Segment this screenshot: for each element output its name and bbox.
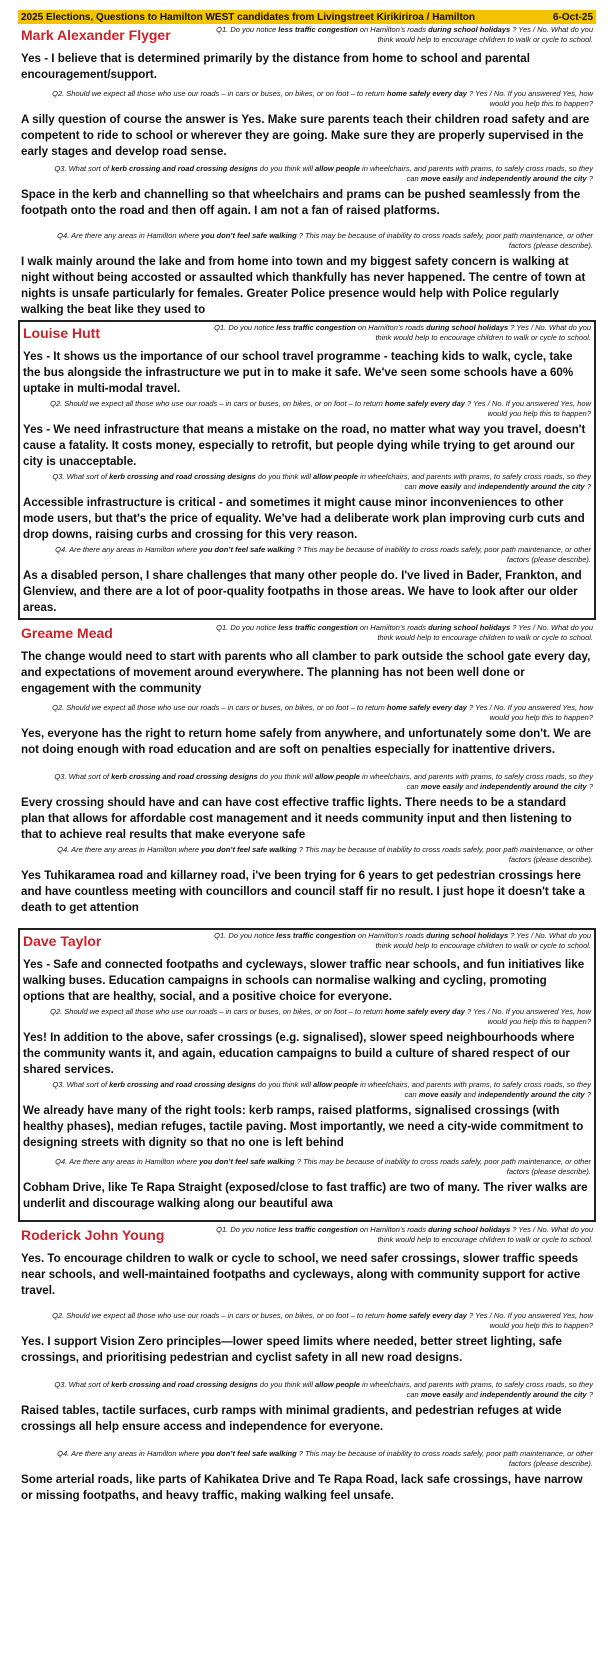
candidate-header	[23, 322, 591, 346]
candidate-name: Louise Hutt	[23, 325, 100, 341]
question-q2-post: ? Yes / No. If you answered Yes, how would you help this to happen?	[466, 89, 593, 108]
candidate-header	[21, 622, 593, 646]
question-q3-b2: allow people	[314, 772, 360, 781]
question-q2-pre: Q2. Should we expect all those who use our roads – in cars or buses, on bikes, or on foot – to return	[50, 399, 385, 408]
question-q2-post: ? Yes / No. If you answered Yes, how would you help this to happen?	[464, 399, 591, 418]
question-q1-pre: Q1. Do you notice	[214, 931, 277, 940]
question-q3-pre: Q3. What sort of	[52, 472, 110, 481]
question-q3-post: ?	[586, 782, 593, 791]
question-q4-b1: you don’t feel safe walking	[201, 231, 297, 240]
candidate-list	[18, 24, 596, 1504]
question-q3-mid: do you think will	[255, 1080, 313, 1089]
question-q3-post: ?	[584, 1090, 591, 1099]
question-q4-pre: Q4. Are there any areas in Hamilton where	[57, 1449, 202, 1458]
question-q1-mid: on Hamilton’s roads	[357, 623, 429, 632]
question-q2	[41, 89, 593, 109]
question-q4	[41, 845, 593, 865]
question-q3-mid2: in wheelchairs, and parents with prams, to safely cross roads, so they can	[359, 164, 593, 183]
question-q3-b2: allow people	[314, 1380, 360, 1389]
question-q2-pre: Q2. Should we expect all those who use our roads – in cars or buses, on bikes, or on foot – to return	[52, 703, 387, 712]
question-q3-post: ?	[584, 482, 591, 491]
question-q1-b2: during school holidays	[428, 1225, 511, 1234]
question-q1-pre: Q1. Do you notice	[216, 1225, 279, 1234]
question-q3-b4: independently around the city	[478, 482, 585, 491]
question-q2-pre: Q2. Should we expect all those who use our roads – in cars or buses, on bikes, or on foot – to return	[50, 1007, 385, 1016]
question-q3-mid: do you think will	[257, 772, 315, 781]
question-q3-b1: kerb crossing and road crossing designs	[111, 164, 258, 173]
question-q1-pre: Q1. Do you notice	[216, 623, 279, 632]
question-q4-b1: you don’t feel safe walking	[199, 1157, 295, 1166]
question-q1-b2: during school holidays	[426, 931, 509, 940]
candidate-section	[18, 24, 596, 318]
question-q4-b1: you don’t feel safe walking	[199, 545, 295, 554]
candidate-answer: Yes Tuhikaramea road and killarney road, i've been trying for 6 years to get pedestrian crossings here and have countless meeting with councillors and council staff fir no result. I just hope it doesn't take a death to get attention	[21, 869, 585, 914]
question-q3-mid3: and	[463, 174, 481, 183]
candidate-name: Roderick John Young	[21, 1227, 165, 1243]
question-q4-b1: you don’t feel safe walking	[201, 1449, 297, 1458]
question-q3-b4: independently around the city	[478, 1090, 585, 1099]
question-q1-b1: less traffic congestion	[278, 623, 358, 632]
question-q3-mid3: and	[461, 482, 479, 491]
question-q1-mid: on Hamilton’s roads	[355, 323, 427, 332]
candidate-section	[18, 622, 596, 916]
question-q2-b1: home safely every day	[386, 89, 467, 98]
candidate-answer: Accessible infrastructure is critical - and sometimes it might cause minor inconveniences to other mode users, but that's the price of equality. We've had a deliberate work plan improving curb cuts and drop downs, raising curbs and crossing for this very reason.	[23, 496, 585, 541]
candidate-answer: Yes - We need infrastructure that means a mistake on the road, no matter what way you travel, doesn't cause a fatality. It costs money, especially to retrofit, but people dying while trying to get around our city is unacceptable.	[23, 423, 586, 468]
question-q3-b1: kerb crossing and road crossing designs	[109, 472, 256, 481]
candidate-section	[18, 320, 596, 620]
candidate-answer: As a disabled person, I share challenges that many other people do. I've lived in Bader, Frankton, and Glenview, and there are a lot of poor-quality footpaths in those areas. We have to look after our older areas.	[23, 569, 582, 614]
candidate-section	[18, 928, 596, 1222]
question-q2	[43, 399, 591, 419]
question-q1-post: ? Yes / No. What do you think would help to encourage children to walk or cycle to school.	[377, 25, 593, 44]
candidate-answer: Space in the kerb and channelling so that wheelchairs and prams can be pushed seamlessly from the footpath onto the road and then off again. I am not a fan of raised platforms.	[21, 188, 581, 217]
candidate-header	[21, 24, 593, 48]
question-q4-b1: you don’t feel safe walking	[201, 845, 297, 854]
question-q3	[43, 472, 591, 492]
question-q3-mid3: and	[461, 1090, 479, 1099]
question-q3-b1: kerb crossing and road crossing designs	[111, 1380, 258, 1389]
candidate-answer: Raised tables, tactile surfaces, curb ramps with minimal gradients, and pedestrian refuges at wide crossings all help ensure access and independence for everyone.	[21, 1404, 562, 1433]
question-q3-b3: move easily	[420, 1390, 464, 1399]
candidate-answer: Yes - Safe and connected footpaths and cycleways, slower traffic near schools, and fun initiatives like walking buses. Education campaigns in schools can normalise walking and cycling, promoting options that are healthy, social, and a positive choice for everyone.	[23, 958, 585, 1003]
question-q3-pre: Q3. What sort of	[52, 1080, 110, 1089]
question-q3	[43, 1080, 591, 1100]
question-q3	[41, 164, 593, 184]
question-q1-mid: on Hamilton’s roads	[355, 931, 427, 940]
question-q3-mid: do you think will	[257, 164, 315, 173]
candidate-name: Mark Alexander Flyger	[21, 27, 171, 43]
question-q1-mid: on Hamilton’s roads	[357, 1225, 429, 1234]
question-q4-post: ? This may be because of inability to cross roads safely, poor path maintenance, or other factors (please describe).	[296, 1449, 593, 1468]
candidate-section	[18, 1224, 596, 1504]
question-q3-b1: kerb crossing and road crossing designs	[109, 1080, 256, 1089]
candidate-answer: Yes. I support Vision Zero principles—lower speed limits where needed, better street lighting, safe crossings, and prioritising pedestrian and cyclist safety in all new road designs.	[21, 1335, 562, 1364]
candidate-answer: Yes - I believe that is determined primarily by the distance from home to school and parental encouragement/support.	[21, 52, 530, 81]
question-q2-pre: Q2. Should we expect all those who use our roads – in cars or buses, on bikes, or on foot – to return	[52, 1311, 387, 1320]
question-q2	[41, 703, 593, 723]
question-q3-b2: allow people	[312, 1080, 358, 1089]
question-q3-b4: independently around the city	[480, 1390, 587, 1399]
question-q3-mid2: in wheelchairs, and parents with prams, to safely cross roads, so they can	[357, 1080, 591, 1099]
question-q3	[41, 772, 593, 792]
candidate-answer: A silly question of course the answer is Yes. Make sure parents teach their children road safety and are competent to ride to school or wherever they are going. Make sure they are properly supervised in the early stages and develop road sense.	[21, 113, 590, 158]
question-q4-pre: Q4. Are there any areas in Hamilton where	[55, 545, 200, 554]
question-q3-b1: kerb crossing and road crossing designs	[111, 772, 258, 781]
question-q4	[43, 1157, 591, 1177]
question-q4-pre: Q4. Are there any areas in Hamilton where	[57, 231, 202, 240]
question-q2-b1: home safely every day	[384, 1007, 465, 1016]
question-q3-mid: do you think will	[255, 472, 313, 481]
candidate-answer: I walk mainly around the lake and from home into town and my biggest safety concern is walking at night without being accosted or assaulted which thankfully has never happened. The centre of town at nights is unsafe particularly for females. Greater Police presence would help with Police regularly walking the beat like they used to	[21, 255, 586, 316]
question-q4-post: ? This may be because of inability to cross roads safely, poor path maintenance, or other factors (please describe).	[296, 845, 593, 864]
question-q3-mid3: and	[463, 782, 481, 791]
question-q1	[213, 25, 593, 45]
question-q1-b1: less traffic congestion	[278, 1225, 358, 1234]
question-q3-mid3: and	[463, 1390, 481, 1399]
question-q3-b3: move easily	[420, 782, 464, 791]
candidate-header	[23, 930, 591, 954]
question-q4-post: ? This may be because of inability to cross roads safely, poor path maintenance, or other factors (please describe).	[294, 545, 591, 564]
header-date: 6-Oct-25	[552, 11, 593, 23]
question-q3-mid2: in wheelchairs, and parents with prams, to safely cross roads, so they can	[359, 772, 593, 791]
candidate-answer: We already have many of the right tools: kerb ramps, raised platforms, signalised crossings (with healthy phases), median refuges, tactile paving. Most importantly, we need a city-wide commitment to designing streets with dignity so that no one is left behind	[23, 1104, 584, 1149]
question-q2-b1: home safely every day	[386, 703, 467, 712]
question-q3-b4: independently around the city	[480, 174, 587, 183]
question-q3-b4: independently around the city	[480, 782, 587, 791]
candidate-answer: Cobham Drive, like Te Rapa Straight (exposed/close to fast traffic) are two of many. The river walks are underlit and discourage walking along our beautiful awa	[23, 1181, 588, 1210]
question-q4-post: ? This may be because of inability to cross roads safely, poor path maintenance, or other factors (please describe).	[294, 1157, 591, 1176]
question-q1-post: ? Yes / No. What do you think would help to encourage children to walk or cycle to school.	[377, 1225, 593, 1244]
question-q1-b1: less traffic congestion	[276, 931, 356, 940]
question-q3-pre: Q3. What sort of	[54, 772, 112, 781]
question-q4	[41, 1449, 593, 1469]
question-q1-b2: during school holidays	[428, 623, 511, 632]
question-q3-b3: move easily	[418, 482, 462, 491]
question-q4	[41, 231, 593, 251]
question-q3-mid2: in wheelchairs, and parents with prams, to safely cross roads, so they can	[357, 472, 591, 491]
question-q1	[213, 1225, 593, 1245]
question-q3-mid2: in wheelchairs, and parents with prams, to safely cross roads, so they can	[359, 1380, 593, 1399]
question-q4-pre: Q4. Are there any areas in Hamilton where	[55, 1157, 200, 1166]
question-q3-mid: do you think will	[257, 1380, 315, 1389]
question-q1-b2: during school holidays	[426, 323, 509, 332]
header-title: 2025 Elections, Questions to Hamilton WEST candidates from Livingstreet Kirikiriroa / Hamilton	[21, 11, 475, 23]
question-q1	[213, 623, 593, 643]
question-q1	[211, 323, 591, 343]
question-q3	[41, 1380, 593, 1400]
question-q2	[41, 1311, 593, 1331]
candidate-name: Greame Mead	[21, 625, 113, 641]
question-q3-b2: allow people	[312, 472, 358, 481]
candidate-answer: Some arterial roads, like parts of Kahikatea Drive and Te Rapa Road, lack safe crossings, have narrow or missing footpaths, and heavy traffic, making walking feel unsafe.	[21, 1473, 583, 1502]
question-q4-post: ? This may be because of inability to cross roads safely, poor path maintenance, or other factors (please describe).	[296, 231, 593, 250]
question-q3-post: ?	[586, 174, 593, 183]
question-q1-pre: Q1. Do you notice	[214, 323, 277, 332]
question-q2	[43, 1007, 591, 1027]
question-q3-b3: move easily	[418, 1090, 462, 1099]
candidate-answer: Yes, everyone has the right to return home safely from anywhere, and unfortunately some don't. We are not doing enough with road education and are soft on penalties especially for inattentive drivers.	[21, 727, 592, 756]
question-q2-post: ? Yes / No. If you answered Yes, how would you help this to happen?	[466, 703, 593, 722]
question-q3-b2: allow people	[314, 164, 360, 173]
question-q1-b2: during school holidays	[428, 25, 511, 34]
question-q1-post: ? Yes / No. What do you think would help to encourage children to walk or cycle to school.	[375, 931, 591, 950]
question-q3-pre: Q3. What sort of	[54, 1380, 112, 1389]
header-bar	[18, 10, 596, 24]
question-q1	[211, 931, 591, 951]
question-q3-pre: Q3. What sort of	[54, 164, 112, 173]
question-q1-b1: less traffic congestion	[276, 323, 356, 332]
candidate-answer: Yes! In addition to the above, safer crossings (e.g. signalised), slower speed neighbourhoods where the community wants it, and again, education campaigns to build a culture of shared respect of our shared services.	[23, 1031, 575, 1076]
document-page	[18, 10, 596, 1506]
question-q4	[43, 545, 591, 565]
question-q2-b1: home safely every day	[386, 1311, 467, 1320]
candidate-name: Dave Taylor	[23, 933, 102, 949]
question-q2-post: ? Yes / No. If you answered Yes, how would you help this to happen?	[464, 1007, 591, 1026]
question-q2-pre: Q2. Should we expect all those who use our roads – in cars or buses, on bikes, or on foot – to return	[52, 89, 387, 98]
candidate-answer: The change would need to start with parents who all clamber to park outside the school gate every day, and expectations of movement around everywhere. The planning has not been well done or engagement with the community	[21, 650, 591, 695]
question-q1-pre: Q1. Do you notice	[216, 25, 279, 34]
question-q1-post: ? Yes / No. What do you think would help to encourage children to walk or cycle to school.	[377, 623, 593, 642]
question-q2-b1: home safely every day	[384, 399, 465, 408]
question-q3-post: ?	[586, 1390, 593, 1399]
question-q1-post: ? Yes / No. What do you think would help to encourage children to walk or cycle to school.	[375, 323, 591, 342]
candidate-answer: Every crossing should have and can have cost effective traffic lights. There needs to be a standard plan that allows for affordable cost management and it needs community input and then listening to that to achieve real results that make everyone safe	[21, 796, 572, 841]
question-q2-post: ? Yes / No. If you answered Yes, how would you help this to happen?	[466, 1311, 593, 1330]
question-q1-b1: less traffic congestion	[278, 25, 358, 34]
candidate-answer: Yes. To encourage children to walk or cycle to school, we need safer crossings, slower traffic speeds near schools, and well-maintained footpaths and cycleways, along with community support for active travel.	[21, 1252, 581, 1297]
question-q3-b3: move easily	[420, 174, 464, 183]
candidate-header	[21, 1224, 593, 1248]
question-q1-mid: on Hamilton’s roads	[357, 25, 429, 34]
candidate-answer: Yes - It shows us the importance of our school travel programme - teaching kids to walk, cycle, take the bus alongside the infrastructure we put in to make it safe. We've seen some schools have a 60% uptake in multi-modal travel.	[23, 350, 574, 395]
question-q4-pre: Q4. Are there any areas in Hamilton where	[57, 845, 202, 854]
